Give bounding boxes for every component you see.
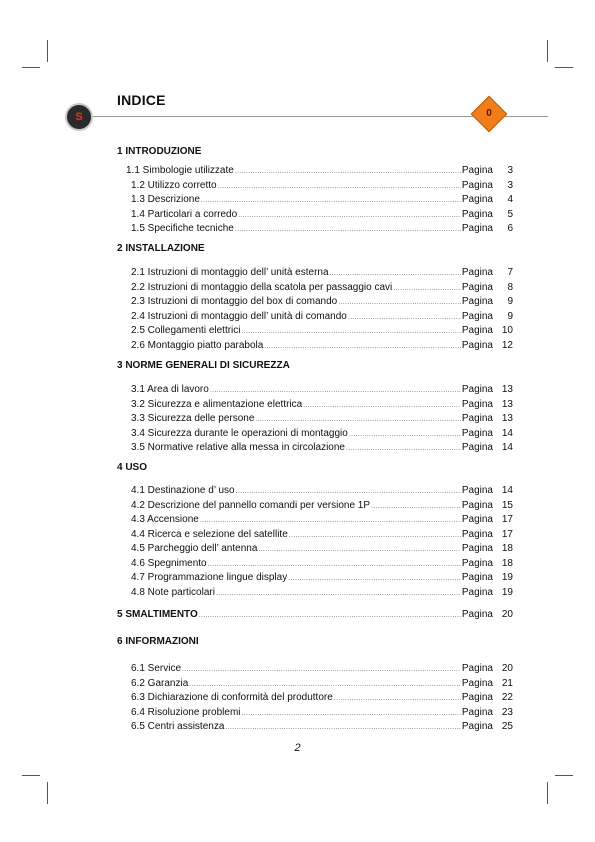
toc-entry[interactable]: [131, 721, 513, 732]
toc-entry[interactable]: [131, 707, 513, 718]
toc-entry[interactable]: [131, 442, 513, 453]
toc-entry[interactable]: [131, 678, 513, 689]
toc-entry-title: 4.8 Note particolari: [131, 586, 215, 598]
toc-entry[interactable]: [131, 413, 513, 424]
toc-entry-title: 1.5 Specifiche tecniche: [131, 223, 234, 234]
toc-leader-dots: [258, 546, 460, 553]
page-title: INDICE: [117, 92, 166, 108]
toc-entry-title: 3.5 Normative relative alla messa in circolazione: [131, 442, 345, 453]
toc-entry-title: 2.6 Montaggio piatto parabola: [131, 339, 264, 351]
toc-page-number: 13: [501, 413, 513, 424]
toc-entry-title: 4.2 Descrizione del pannello comandi per versione 1P: [131, 499, 371, 511]
toc-page-label: Pagina: [461, 165, 493, 176]
toc-page-number: 6: [507, 223, 513, 234]
toc-page-label: Pagina: [461, 572, 493, 583]
toc-entry[interactable]: [131, 223, 513, 234]
toc-entry[interactable]: [131, 587, 513, 598]
toc-entry[interactable]: [117, 609, 513, 620]
toc-leader-dots: [371, 503, 461, 510]
toc-page-number: 18: [501, 557, 513, 569]
toc-page-label: Pagina: [461, 194, 493, 205]
toc-entry-title: 4.3 Accensione: [131, 514, 199, 525]
toc-entry-title: 1.2 Utilizzo corretto: [131, 179, 217, 191]
toc-leader-dots: [182, 666, 461, 673]
toc-page-number: 20: [501, 609, 513, 620]
toc-entry[interactable]: [131, 663, 513, 674]
toc-page-label: Pagina: [461, 514, 493, 525]
toc-entry-title: 6.2 Garanzia: [131, 677, 189, 689]
toc-leader-dots: [200, 517, 461, 524]
toc-leader-dots: [225, 724, 460, 731]
toc-page-number: 10: [501, 325, 513, 336]
toc-page-number: 3: [507, 179, 513, 191]
toc-entry[interactable]: [131, 514, 513, 525]
toc-entry-title: 6.4 Risoluzione problemi: [131, 706, 241, 718]
toc-page-number: 13: [501, 384, 513, 395]
toc-leader-dots: [303, 402, 461, 409]
toc-entry[interactable]: [131, 194, 513, 205]
crop-mark: [547, 782, 548, 804]
crop-mark: [547, 40, 548, 62]
toc-entry-title: 3.1 Area di lavoro: [131, 384, 209, 395]
toc-page-number: 4: [507, 194, 513, 205]
toc-page-number: 19: [501, 572, 513, 583]
toc-entry-title: 2.1 Istruzioni di montaggio dell’ unità esterna: [131, 267, 329, 278]
toc-entry-title: 4.5 Parcheggio dell’ antenna: [131, 543, 258, 554]
toc-page-number: 14: [501, 485, 513, 496]
toc-entry[interactable]: [131, 529, 513, 540]
toc-entry[interactable]: [131, 384, 513, 395]
toc-leader-dots: [216, 590, 461, 597]
toc-page-number: 9: [507, 310, 513, 322]
toc-entry-title: 1.1 Simbologie utilizzate: [126, 165, 234, 176]
toc-entry-title: 6.3 Dichiarazione di conformità del produttore: [131, 692, 333, 703]
toc-leader-dots: [393, 285, 461, 292]
toc-page-label: Pagina: [461, 663, 493, 674]
toc-page-number: 7: [507, 267, 513, 278]
toc-section-title: 4 USO: [117, 462, 148, 473]
crop-mark: [47, 40, 48, 62]
toc-page-label: Pagina: [461, 223, 493, 234]
toc-entry-title: 4.4 Ricerca e selezione del satellite: [131, 528, 288, 540]
toc-page-label: Pagina: [461, 692, 493, 703]
toc-page-label: Pagina: [461, 609, 493, 620]
crop-mark: [555, 775, 573, 776]
toc-entry-title: 4.1 Destinazione d’ uso: [131, 485, 235, 496]
toc-leader-dots: [210, 387, 461, 394]
toc-page-number: 17: [501, 528, 513, 540]
toc-leader-dots: [349, 431, 461, 438]
toc-page-number: 14: [501, 427, 513, 439]
toc-leader-dots: [235, 226, 461, 233]
toc-entry-title: 6.1 Service: [131, 663, 182, 674]
toc-page-number: 17: [501, 514, 513, 525]
toc-section-title: 3 NORME GENERALI DI SICUREZZA: [117, 360, 290, 371]
toc-leader-dots: [242, 710, 461, 717]
toc-page-number: 15: [501, 499, 513, 511]
toc-entry-title: 1.3 Descrizione: [131, 194, 200, 205]
toc-page-label: Pagina: [461, 485, 493, 496]
toc-section-title: 6 INFORMAZIONI: [117, 636, 199, 647]
crop-mark: [22, 775, 40, 776]
toc-entry[interactable]: [131, 267, 513, 278]
toc-entry[interactable]: [131, 428, 513, 439]
toc-entry-title: 2.2 Istruzioni di montaggio della scatola per passaggio cavi: [131, 281, 393, 293]
toc-entry-title: 3.2 Sicurezza e alimentazione elettrica: [131, 398, 303, 410]
toc-section-title: 5 SMALTIMENTO: [117, 609, 198, 620]
toc-leader-dots: [189, 681, 461, 688]
toc-leader-dots: [338, 299, 461, 306]
brand-logo-icon: S: [65, 103, 93, 131]
toc-page-label: Pagina: [461, 398, 493, 410]
toc-page-label: Pagina: [461, 427, 493, 439]
toc-page-label: Pagina: [461, 528, 493, 540]
toc-leader-dots: [348, 314, 461, 321]
toc-page-number: 19: [501, 586, 513, 598]
toc-page-number: 3: [507, 165, 513, 176]
toc-page-number: 5: [507, 208, 513, 220]
toc-page-number: 22: [501, 692, 513, 703]
toc-leader-dots: [238, 212, 461, 219]
toc-entry-title: 3.4 Sicurezza durante le operazioni di montaggio: [131, 427, 348, 439]
toc-entry[interactable]: [131, 558, 513, 569]
toc-leader-dots: [289, 532, 461, 539]
toc-page-label: Pagina: [461, 325, 493, 336]
toc-page-number: 20: [501, 663, 513, 674]
toc-page-label: Pagina: [461, 499, 493, 511]
toc-leader-dots: [201, 197, 461, 204]
toc-page-number: 9: [507, 296, 513, 307]
toc-entry[interactable]: [131, 399, 513, 410]
toc-entry[interactable]: [131, 340, 513, 351]
toc-page-label: Pagina: [461, 281, 493, 293]
chapter-badge-label: 0: [486, 108, 492, 119]
toc-entry[interactable]: [131, 325, 513, 336]
toc-page-label: Pagina: [461, 267, 493, 278]
crop-mark: [555, 67, 573, 68]
toc-page-label: Pagina: [461, 310, 493, 322]
toc-leader-dots: [236, 488, 461, 495]
toc-page-label: Pagina: [461, 339, 493, 351]
toc-page-label: Pagina: [461, 677, 493, 689]
toc-entry[interactable]: [131, 543, 513, 554]
toc-page-number: 21: [501, 677, 513, 689]
toc-entry[interactable]: [126, 165, 513, 176]
toc-page-number: 8: [507, 281, 513, 293]
toc-page-number: 23: [501, 706, 513, 718]
toc-page-number: 14: [501, 442, 513, 453]
toc-page-number: 18: [501, 543, 513, 554]
toc-entry[interactable]: [131, 692, 513, 703]
toc-page-label: Pagina: [461, 557, 493, 569]
toc-page-label: Pagina: [461, 442, 493, 453]
toc-page-label: Pagina: [461, 543, 493, 554]
toc-leader-dots: [330, 270, 461, 277]
toc-leader-dots: [288, 575, 461, 582]
toc-leader-dots: [199, 612, 461, 619]
toc-page-label: Pagina: [461, 413, 493, 424]
toc-page-label: Pagina: [461, 296, 493, 307]
toc-entry[interactable]: [131, 572, 513, 583]
toc-page-number: 25: [501, 721, 513, 732]
toc-entry-title: 4.6 Spegnimento: [131, 557, 207, 569]
toc-page-number: 12: [501, 339, 513, 351]
toc-section-title: 1 INTRODUZIONE: [117, 146, 202, 157]
toc-page-number: 13: [501, 398, 513, 410]
toc-leader-dots: [235, 168, 461, 175]
toc-entry-title: 2.4 Istruzioni di montaggio dell’ unità di comando: [131, 310, 347, 322]
toc-entry[interactable]: [131, 180, 513, 191]
toc-entry[interactable]: [131, 296, 513, 307]
crop-mark: [47, 782, 48, 804]
toc-entry-title: 2.5 Collegamenti elettrici: [131, 325, 241, 336]
toc-entry[interactable]: [131, 500, 513, 511]
toc-entry-title: 4.7 Programmazione lingue display: [131, 572, 288, 583]
toc-entry-title: 2.3 Istruzioni di montaggio del box di comando: [131, 296, 338, 307]
toc-leader-dots: [242, 328, 461, 335]
toc-leader-dots: [208, 561, 461, 568]
crop-mark: [22, 67, 40, 68]
toc-page-label: Pagina: [461, 179, 493, 191]
toc-leader-dots: [264, 343, 461, 350]
toc-page-label: Pagina: [461, 706, 493, 718]
toc-leader-dots: [218, 183, 461, 190]
toc-entry-title: 1.4 Particolari a corredo: [131, 208, 238, 220]
toc-leader-dots: [346, 445, 461, 452]
toc-entry[interactable]: [131, 209, 513, 220]
toc-page-label: Pagina: [461, 721, 493, 732]
toc-entry[interactable]: [131, 311, 513, 322]
toc-entry-title: 3.3 Sicurezza delle persone: [131, 413, 255, 424]
toc-leader-dots: [334, 695, 461, 702]
toc-leader-dots: [255, 416, 460, 423]
toc-page-label: Pagina: [461, 208, 493, 220]
toc-page-label: Pagina: [461, 586, 493, 598]
toc-entry[interactable]: [131, 485, 513, 496]
page-number: 2: [294, 742, 301, 754]
toc-section-title: 2 INSTALLAZIONE: [117, 243, 205, 254]
toc-page-label: Pagina: [461, 384, 493, 395]
toc-entry[interactable]: [131, 282, 513, 293]
toc-entry-title: 6.5 Centri assistenza: [131, 721, 225, 732]
